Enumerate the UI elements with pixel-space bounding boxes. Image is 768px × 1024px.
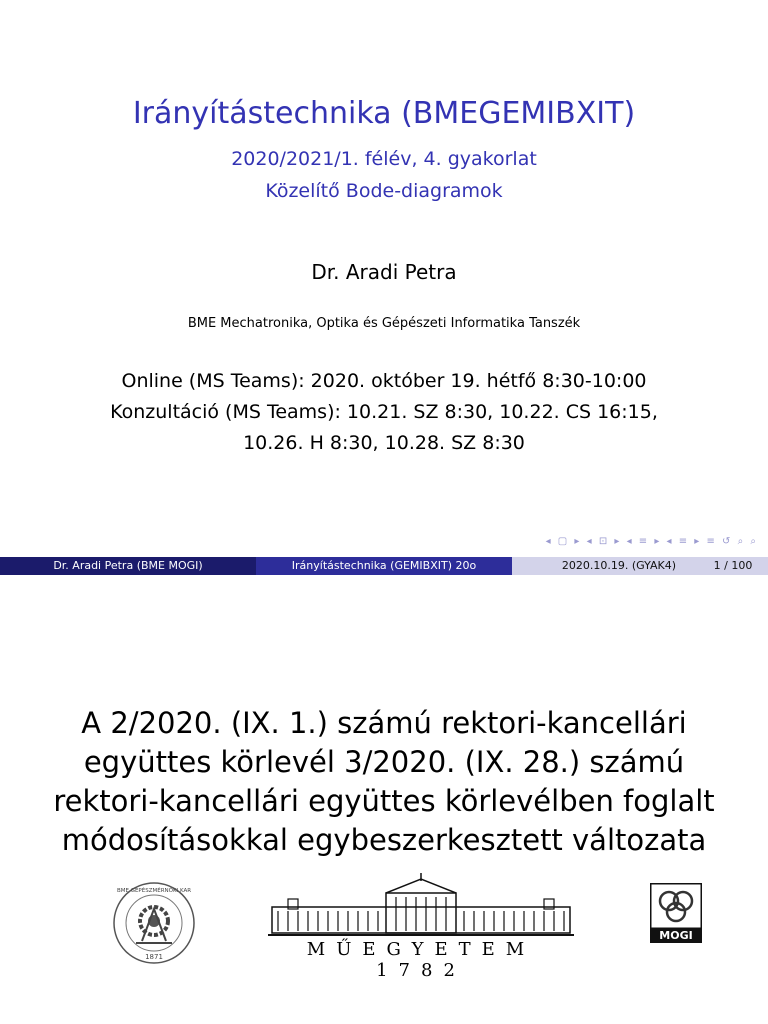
slide-footer (0, 557, 768, 575)
slide-subtitle-2: Közelítő Bode-diagramok (265, 180, 503, 202)
author-name: Dr. Aradi Petra (311, 260, 457, 284)
second-slide (0, 576, 768, 1024)
footer-course: Irányítástechnika (GEMIBXIT) 20o (256, 557, 512, 575)
footer-meta (512, 557, 768, 575)
schedule-line-2: Konzultáció (MS Teams): 10.21. SZ 8:30, 10.22. CS 16:15, (110, 401, 658, 423)
faculty-seal-logo (112, 881, 196, 965)
schedule-line-3: 10.26. H 8:30, 10.28. SZ 8:30 (243, 432, 525, 454)
university-building-logo (268, 873, 574, 937)
beamer-navigation-icons[interactable]: ◂ ▢ ▸ ◂ ⊡ ▸ ◂ ≡ ▸ ◂ ≡ ▸ ≡ ↺ ⌕ ⌕ (545, 536, 758, 547)
university-logo-text: MŰEGYETEM 1782 (306, 939, 536, 981)
footer-author: Dr. Aradi Petra (BME MOGI) (0, 557, 256, 575)
institute-name: BME Mechatronika, Optika és Gépészeti Informatika Tanszék (187, 316, 581, 331)
mogi-department-logo (650, 883, 702, 929)
slide-subtitle-1: 2020/2021/1. félév, 4. gyakorlat (231, 148, 537, 170)
announcement-line-4: módosításokkal egybeszerkesztett változata (61, 823, 707, 857)
announcement-line-2: együttes körlevél 3/2020. (IX. 28.) számú (83, 745, 685, 779)
footer-page-number: 1 / 100 (713, 559, 753, 572)
mogi-logo-label: MOGI (650, 929, 702, 943)
announcement-line-3: rektori-kancellári együttes körlevélben foglalt (53, 784, 715, 818)
seal-year: 1871 (145, 953, 163, 961)
footer-date: 2020.10.19. (GYAK4) (561, 559, 676, 572)
schedule-line-1: Online (MS Teams): 2020. október 19. hétfő 8:30-10:00 (121, 370, 647, 392)
seal-ring-text: BME GÉPÉSZMÉRNÖKI KAR (116, 888, 192, 894)
announcement-text (0, 704, 768, 860)
slide-title: Irányítástechnika (BMEGEMIBXIT) (132, 96, 636, 131)
announcement-line-1: A 2/2020. (IX. 1.) számú rektori-kancellári (81, 706, 687, 740)
